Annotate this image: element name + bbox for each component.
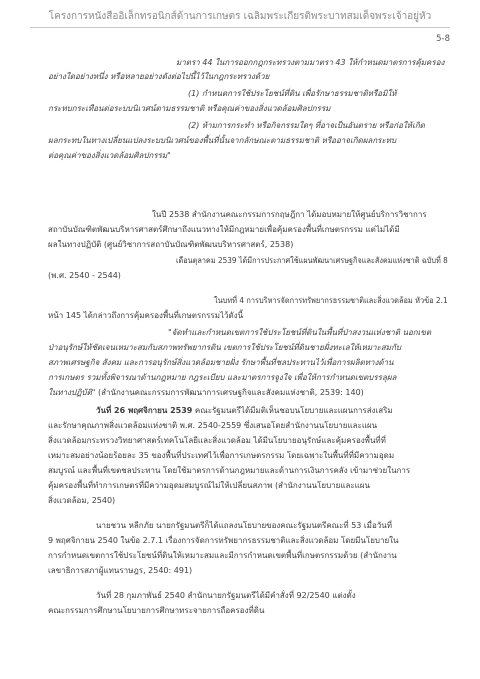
quote-line-2: ป่าอนุรักษ์ให้ชัดเจนเหมาะสมกับสภาพทรัพยากรดิน เขตการใช้ประโยชน์ที่ดินชายฝั่งทะเลให้เหมาะสมกับ: [48, 343, 401, 352]
para-chapter4-line-2: หน้า 145 ได้กล่าวถึงการคุ้มครองพื้นที่เกษตรกรรมไว้ดังนี้: [48, 311, 244, 320]
para-2538-line-3: ผลในทางปฏิบัติ (ศูนย์วิชาการสถาบันบัณฑิตพัฒนบริหารศาสตร์, 2538): [48, 240, 294, 249]
para-cabinet-line-5: สมบูรณ์ และพื้นที่เขตชลประทาน โดยใช้มาตรการด้านกฎหมายและด้านการเงินการคลัง เข้ามาช่วยในการ: [48, 466, 411, 475]
quote-line-4: การเกษตร รวมทั้งพิจารณาด้านกฎหมาย กฎระเบียบ และมาตรการจูงใจ เพื่อให้การกำหนดเขตบรรลุผล: [48, 373, 397, 382]
para-plan8-line-1: เดือนตุลาคม 2539 ได้มีการประกาศใช้แผนพัฒนาเศรษฐกิจและสังคมแห่งชาติ ฉบับที่ 8: [176, 256, 448, 265]
para-order-line-2: คณะกรรมการศึกษานโยบายการศึกษาทระจายการถือครองที่ดิน: [48, 606, 265, 615]
section44-line-1: มาตรา 44 ในการออกกฎกระทรวงตามมาตรา 43 ให้กำหนดมาตรการคุ้มครอง: [176, 58, 445, 67]
running-header: โครงการหนังสืออิเล็กทรอนิกส์ด้านการเกษตร เฉลิมพระเกียรติพระบาทสมเด็จพระเจ้าอยู่หัว: [48, 11, 432, 22]
quote-line-3: สภาพเศรษฐกิจ สังคม และการอนุรักษ์สิ่งแวดล้อมชายฝั่ง รักษาพื้นที่ชลประทานไว้เพื่อการผลิตทางด้าน: [48, 358, 394, 367]
item2-line-3: ต่อคุณค่าของสิ่งแวดล้อมศิลปกรรม": [48, 151, 171, 160]
para-cabinet-line-2: และรักษาคุณภาพสิ่งแวดล้อมแห่งชาติ พ.ศ. 2540-2559 ซึ่งเสนอโดยสำนักงานนโยบายและแผน: [48, 421, 378, 430]
quote-citation: (สำนักงานคณะกรรมการพัฒนาการเศรษฐกิจและสังคมแห่งชาติ, 2539: 140): [95, 388, 364, 397]
section44-line-2: อย่างใดอย่างหนึ่ง หรือหลายอย่างดังต่อไปนี้ไว้ในกฎกระทรวงด้วย: [48, 72, 270, 81]
para-pm-line-2: 9 พฤศจิกายน 2540 ในข้อ 2.7.1 เรื่องการจัดการทรัพยากรธรรมชาติและสิ่งแวดล้อม โดยมีนโยบายใน: [48, 536, 399, 545]
item2-line-2: ผลกระทบในทางเปลี่ยนแปลงระบบนิเวศน์ของพื้นที่นั้นจากลักษณะตามธรรมชาติ หรืออาจเกิดผลกระทบ: [48, 136, 397, 145]
para-pm-line-1: นายชวน หลีกภัย นายกรัฐมนตรีก็ได้แถลงนโยบายของคณะรัฐมนตรีคณะที่ 53 เมื่อวันที่: [96, 521, 392, 530]
para-cabinet-line-1: [96, 405, 393, 416]
item2-line-1: (2) ห้ามการกระทำ หรือกิจกรรมใดๆ ที่อาจเป็นอันตราย หรือก่อให้เกิด: [188, 121, 425, 130]
header-divider: [30, 27, 450, 28]
para-plan8-line-2: (พ.ศ. 2540 - 2544): [48, 271, 121, 280]
para-2538-line-2: สถาบันบัณฑิตพัฒนบริหารศาสตร์ศึกษาถึงแนวทางให้มีกฎหมายเพื่อคุ้มครองพื้นที่เกษตรกรรม แต่ไม่ได้มี: [48, 225, 400, 234]
cabinet-date: วันที่ 26 พฤศจิกายน 2539: [96, 406, 193, 415]
para-order-line-1: วันที่ 28 กุมภาพันธ์ 2540 สำนักนายกรัฐมนตรีได้มีคำสั่งที่ 92/2540 แต่งตั้ง: [96, 591, 356, 600]
item1-line-1: (1) กำหนดการใช้ประโยชน์ที่ดิน เพื่อรักษาธรรมชาติหรือมิให้: [188, 89, 397, 98]
para-2538-line-1: ในปี 2538 สำนักงานคณะกรรมการกฤษฎีกา ได้มอบหมายให้ศูนย์บริการวิชาการ: [152, 210, 427, 219]
para-cabinet-line-7: สิ่งแวดล้อม, 2540): [48, 496, 116, 505]
para-cabinet-line-6: คุ้มครองพื้นที่ทำการเกษตรที่มีความอุดมสมบูรณ์ไม่ให้เปลี่ยนสภาพ (สำนักงานนโยบายและแผน: [48, 481, 370, 490]
para-pm-line-3: การกำหนดเขตการใช้ประโยชน์ที่ดินให้เหมาะสมและมีการกำหนดเขตพื้นที่เกษตรกรรมด้วย (สำนักงาน: [48, 551, 397, 560]
quote-line-1: "จัดทำและกำหนดเขตการใช้ประโยชน์ที่ดินในพื้นที่ป่าสงวนแห่งชาติ นอกเขต: [168, 328, 432, 337]
quote-line-5-text: ในทางปฏิบัติ": [48, 388, 96, 397]
item1-line-2: กระทบกระเทือนต่อระบบนิเวศน์ตามธรรมชาติ หรือคุณค่าของสิ่งแวดล้อมศิลปกรรม: [48, 104, 331, 113]
page-number: 5-8: [436, 34, 450, 44]
para-cabinet-line-3: สิ่งแวดล้อมกระทรวงวิทยาศาสตร์เทคโนโลยีและสิ่งแวดล้อม ได้มีนโยบายอนุรักษ์และคุ้มครองพื้นที่ที่: [48, 436, 386, 445]
para-cabinet-line-4: เหมาะสมอย่างน้อยร้อยละ 35 ของพื้นที่ประเทศไว้เพื่อการเกษตรกรรม โดยเฉพาะในพื้นที่ที่มีความอุดม: [48, 451, 395, 460]
quote-line-5: [48, 387, 364, 398]
para-chapter4-line-1: ในบทที่ 4 การบริหารจัดการทรัพยากรธรรมชาติและสิ่งแวดล้อม หัวข้อ 2.1: [214, 296, 448, 305]
cabinet-line-1-rest: คณะรัฐมนตรีได้มีมติเห็นชอบนโยบายและแผนการส่งเสริม: [192, 406, 393, 415]
para-pm-line-4: เลขาธิการสภาผู้แทนราษฎร, 2540: 491): [48, 566, 193, 575]
